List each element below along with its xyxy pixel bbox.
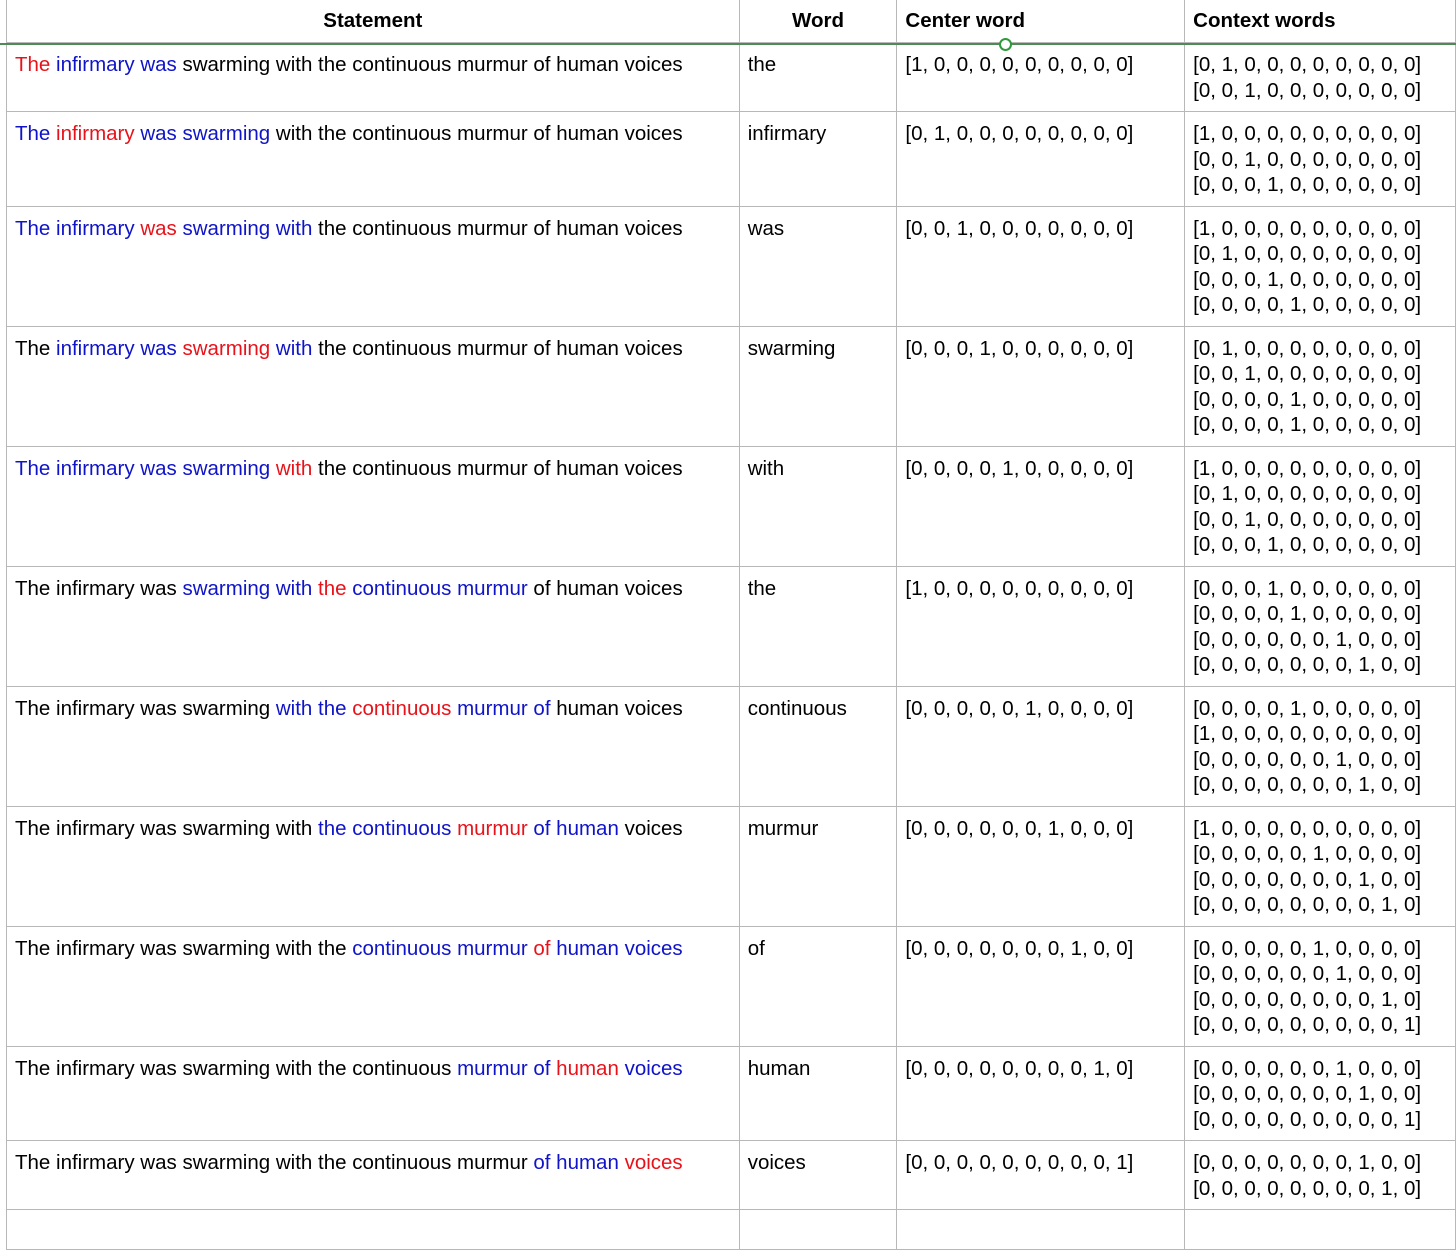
table-row [7, 566, 1456, 686]
center-word-span: was [140, 216, 177, 240]
table-row [7, 446, 1456, 566]
context-vector: [0, 0, 0, 0, 0, 0, 0, 1, 0, 0] [1193, 653, 1422, 676]
frozen-header-divider[interactable] [0, 43, 1456, 45]
context-word-span: infirmary was [56, 53, 177, 76]
cell-statement[interactable] [7, 806, 740, 926]
context-vector: [0, 0, 1, 0, 0, 0, 0, 0, 0, 0] [1193, 507, 1422, 531]
plain-text-span: of human voices [527, 576, 683, 600]
cell-statement[interactable] [7, 43, 740, 112]
context-vector: [0, 0, 0, 1, 0, 0, 0, 0, 0, 0] [1193, 173, 1422, 196]
plain-text-span: The infirmary was swarming [15, 696, 276, 720]
cell-context-word-vectors[interactable] [1185, 806, 1456, 926]
cell-context-word-vectors[interactable] [1185, 112, 1456, 207]
cell-center-word-vector[interactable]: [0, 1, 0, 0, 0, 0, 0, 0, 0, 0] [897, 112, 1185, 207]
empty-cell[interactable] [739, 1210, 897, 1250]
cell-center-word-vector[interactable]: [1, 0, 0, 0, 0, 0, 0, 0, 0, 0] [897, 566, 1185, 686]
empty-cell[interactable] [1185, 1210, 1456, 1250]
cell-center-word-vector[interactable]: [0, 0, 0, 0, 0, 1, 0, 0, 0, 0] [897, 686, 1185, 806]
cell-statement[interactable] [7, 686, 740, 806]
context-vector: [0, 0, 0, 0, 0, 0, 0, 0, 0, 1] [1193, 1013, 1422, 1036]
context-word-span: with [275, 336, 313, 360]
cell-word[interactable]: the [739, 566, 897, 686]
cell-word[interactable]: of [739, 926, 897, 1046]
table-row [7, 206, 1456, 326]
cell-context-word-vectors[interactable] [1185, 326, 1456, 446]
table-row [7, 1046, 1456, 1141]
header-context-words[interactable]: Context words [1185, 0, 1456, 43]
cell-word[interactable]: voices [739, 1141, 897, 1210]
plain-text-span: human voices [550, 696, 683, 720]
table-body [7, 43, 1456, 1250]
context-vector: [0, 0, 0, 0, 0, 0, 0, 0, 1, 0] [1193, 1176, 1422, 1200]
context-word-span: swarming with [182, 576, 313, 600]
cell-statement[interactable] [7, 112, 740, 207]
empty-cell[interactable] [7, 1210, 740, 1250]
context-vector: [0, 0, 0, 0, 0, 0, 1, 0, 0, 0] [1193, 962, 1422, 985]
cell-context-word-vectors[interactable] [1185, 1141, 1456, 1210]
context-vector: [0, 0, 0, 0, 0, 0, 1, 0, 0, 0] [1193, 1056, 1422, 1080]
plain-text-span: The infirmary was swarming with the continuous [15, 1056, 458, 1080]
context-vector: [0, 0, 0, 1, 0, 0, 0, 0, 0, 0] [1193, 576, 1422, 600]
center-word-span: murmur [457, 816, 528, 840]
context-vector: [0, 0, 0, 0, 0, 0, 0, 0, 0, 1] [1193, 1107, 1422, 1131]
empty-cell[interactable] [897, 1210, 1185, 1250]
context-vector: [0, 0, 0, 0, 0, 0, 1, 0, 0, 0] [1193, 627, 1422, 651]
context-vector: [0, 0, 0, 0, 1, 0, 0, 0, 0, 0] [1193, 387, 1422, 411]
cell-word[interactable]: with [739, 446, 897, 566]
context-word-span: The infirmary was swarming [15, 456, 271, 480]
context-vector: [0, 0, 1, 0, 0, 0, 0, 0, 0, 0] [1193, 147, 1422, 171]
cell-context-word-vectors[interactable] [1185, 446, 1456, 566]
context-vector: [1, 0, 0, 0, 0, 0, 0, 0, 0, 0] [1193, 216, 1422, 240]
context-vector: [0, 0, 1, 0, 0, 0, 0, 0, 0, 0] [1193, 362, 1422, 385]
context-vector: [0, 0, 0, 0, 1, 0, 0, 0, 0, 0] [1193, 696, 1422, 720]
context-vector: [0, 0, 0, 0, 0, 0, 0, 1, 0, 0] [1193, 1082, 1422, 1105]
context-vector: [0, 0, 0, 0, 1, 0, 0, 0, 0, 0] [1193, 602, 1422, 625]
empty-row [7, 1210, 1456, 1250]
context-word-span: with the [275, 696, 347, 720]
cell-center-word-vector[interactable]: [0, 0, 0, 0, 1, 0, 0, 0, 0, 0] [897, 446, 1185, 566]
center-word-span: continuous [352, 696, 452, 720]
cell-statement[interactable] [7, 926, 740, 1046]
table-row [7, 326, 1456, 446]
cell-word[interactable]: human [739, 1046, 897, 1141]
word2vec-table [6, 0, 1456, 1250]
center-word-span: The [15, 53, 51, 76]
plain-text-span: with the continuous murmur of human voices [270, 122, 683, 145]
context-vector: [0, 0, 1, 0, 0, 0, 0, 0, 0, 0] [1193, 78, 1422, 102]
freeze-drag-handle-icon[interactable] [999, 38, 1012, 51]
context-vector: [1, 0, 0, 0, 0, 0, 0, 0, 0, 0] [1193, 816, 1422, 840]
cell-word[interactable]: swarming [739, 326, 897, 446]
cell-center-word-vector[interactable]: [0, 0, 0, 0, 0, 0, 0, 0, 0, 1] [897, 1141, 1185, 1210]
cell-center-word-vector[interactable]: [1, 0, 0, 0, 0, 0, 0, 0, 0, 0] [897, 43, 1185, 112]
plain-text-span: the continuous murmur of human voices [312, 456, 683, 480]
context-vector: [0, 0, 0, 0, 0, 1, 0, 0, 0, 0] [1193, 842, 1422, 865]
plain-text-span: The infirmary was [15, 576, 183, 600]
cell-center-word-vector[interactable]: [0, 0, 0, 0, 0, 0, 1, 0, 0, 0] [897, 806, 1185, 926]
center-word-span: of [533, 936, 551, 960]
cell-context-word-vectors[interactable] [1185, 686, 1456, 806]
table-row [7, 806, 1456, 926]
context-vector: [0, 0, 0, 0, 0, 0, 0, 0, 1, 0] [1193, 893, 1422, 916]
context-vector: [0, 0, 0, 0, 0, 0, 0, 1, 0, 0] [1193, 773, 1422, 796]
context-word-span: The infirmary [15, 216, 135, 240]
center-word-span: voices [624, 1151, 683, 1174]
plain-text-span: The infirmary was swarming with [15, 816, 319, 840]
context-vector: [0, 0, 0, 0, 0, 0, 1, 0, 0, 0] [1193, 747, 1422, 771]
context-vector: [0, 0, 0, 0, 1, 0, 0, 0, 0, 0] [1193, 293, 1422, 316]
center-word-span: human [556, 1056, 619, 1080]
table-row [7, 926, 1456, 1046]
context-word-span: infirmary was [56, 336, 177, 360]
header-row [7, 0, 1456, 43]
cell-statement[interactable] [7, 446, 740, 566]
context-word-span: voices [624, 1056, 683, 1080]
plain-text-span: The infirmary was swarming with the [15, 936, 353, 960]
context-word-span: human voices [556, 936, 683, 960]
context-vector: [0, 1, 0, 0, 0, 0, 0, 0, 0, 0] [1193, 242, 1422, 265]
plain-text-span: The infirmary was swarming with the continuous murmur [15, 1151, 534, 1174]
cell-center-word-vector[interactable]: [0, 0, 0, 1, 0, 0, 0, 0, 0, 0] [897, 326, 1185, 446]
plain-text-span: The [15, 336, 57, 360]
center-word-span: swarming [182, 336, 271, 360]
cell-word[interactable]: murmur [739, 806, 897, 926]
center-word-span: infirmary [56, 122, 135, 145]
context-word-span: The [15, 122, 51, 145]
cell-center-word-vector[interactable]: [0, 0, 0, 0, 0, 0, 0, 1, 0, 0] [897, 926, 1185, 1046]
context-word-span: the continuous [318, 816, 452, 840]
cell-center-word-vector[interactable]: [0, 0, 0, 0, 0, 0, 0, 0, 1, 0] [897, 1046, 1185, 1141]
cell-statement[interactable] [7, 206, 740, 326]
cell-statement[interactable] [7, 1141, 740, 1210]
center-word-span: with [275, 456, 313, 480]
context-vector: [1, 0, 0, 0, 0, 0, 0, 0, 0, 0] [1193, 122, 1422, 145]
context-word-span: was swarming [140, 122, 271, 145]
table-row [7, 112, 1456, 207]
context-vector: [0, 0, 0, 0, 1, 0, 0, 0, 0, 0] [1193, 413, 1422, 436]
cell-word[interactable]: infirmary [739, 112, 897, 207]
cell-word[interactable]: continuous [739, 686, 897, 806]
context-word-span: murmur of [457, 696, 551, 720]
cell-context-word-vectors[interactable] [1185, 926, 1456, 1046]
header-statement[interactable]: Statement [7, 0, 740, 43]
context-word-span: murmur of [457, 1056, 551, 1080]
cell-word[interactable]: the [739, 43, 897, 112]
plain-text-span: swarming with the continuous murmur of human voices [176, 53, 683, 76]
context-vector: [0, 1, 0, 0, 0, 0, 0, 0, 0, 0] [1193, 53, 1422, 76]
table-row [7, 686, 1456, 806]
context-vector: [0, 0, 0, 1, 0, 0, 0, 0, 0, 0] [1193, 267, 1422, 291]
context-vector: [0, 0, 0, 1, 0, 0, 0, 0, 0, 0] [1193, 533, 1422, 556]
context-vector: [1, 0, 0, 0, 0, 0, 0, 0, 0, 0] [1193, 722, 1422, 745]
header-center-word[interactable]: Center word [897, 0, 1185, 43]
cell-center-word-vector[interactable]: [0, 0, 1, 0, 0, 0, 0, 0, 0, 0] [897, 206, 1185, 326]
context-word-span: continuous murmur [352, 576, 528, 600]
cell-context-word-vectors[interactable] [1185, 1046, 1456, 1141]
context-vector: [0, 0, 0, 0, 0, 0, 0, 1, 0, 0] [1193, 867, 1422, 891]
cell-statement[interactable] [7, 566, 740, 686]
center-word-span: the [318, 576, 347, 600]
cell-context-word-vectors[interactable] [1185, 206, 1456, 326]
header-word[interactable]: Word [739, 0, 897, 43]
context-vector: [1, 0, 0, 0, 0, 0, 0, 0, 0, 0] [1193, 456, 1422, 480]
table-row [7, 43, 1456, 112]
plain-text-span: the continuous murmur of human voices [312, 216, 683, 240]
cell-statement[interactable] [7, 1046, 740, 1141]
table-row [7, 1141, 1456, 1210]
context-vector: [0, 0, 0, 0, 0, 0, 0, 1, 0, 0] [1193, 1151, 1422, 1174]
plain-text-span: voices [618, 816, 683, 840]
context-vector: [0, 0, 0, 0, 0, 1, 0, 0, 0, 0] [1193, 936, 1422, 960]
context-vector: [0, 1, 0, 0, 0, 0, 0, 0, 0, 0] [1193, 336, 1422, 360]
context-word-span: swarming with [182, 216, 313, 240]
cell-context-word-vectors[interactable] [1185, 566, 1456, 686]
context-vector: [0, 0, 0, 0, 0, 0, 0, 0, 1, 0] [1193, 987, 1422, 1011]
cell-statement[interactable] [7, 326, 740, 446]
context-word-span: continuous murmur [352, 936, 528, 960]
plain-text-span: the continuous murmur of human voices [312, 336, 683, 360]
context-vector: [0, 1, 0, 0, 0, 0, 0, 0, 0, 0] [1193, 482, 1422, 505]
context-word-span: of human [533, 1151, 619, 1174]
cell-word[interactable]: was [739, 206, 897, 326]
cell-context-word-vectors[interactable] [1185, 43, 1456, 112]
context-word-span: of human [533, 816, 619, 840]
